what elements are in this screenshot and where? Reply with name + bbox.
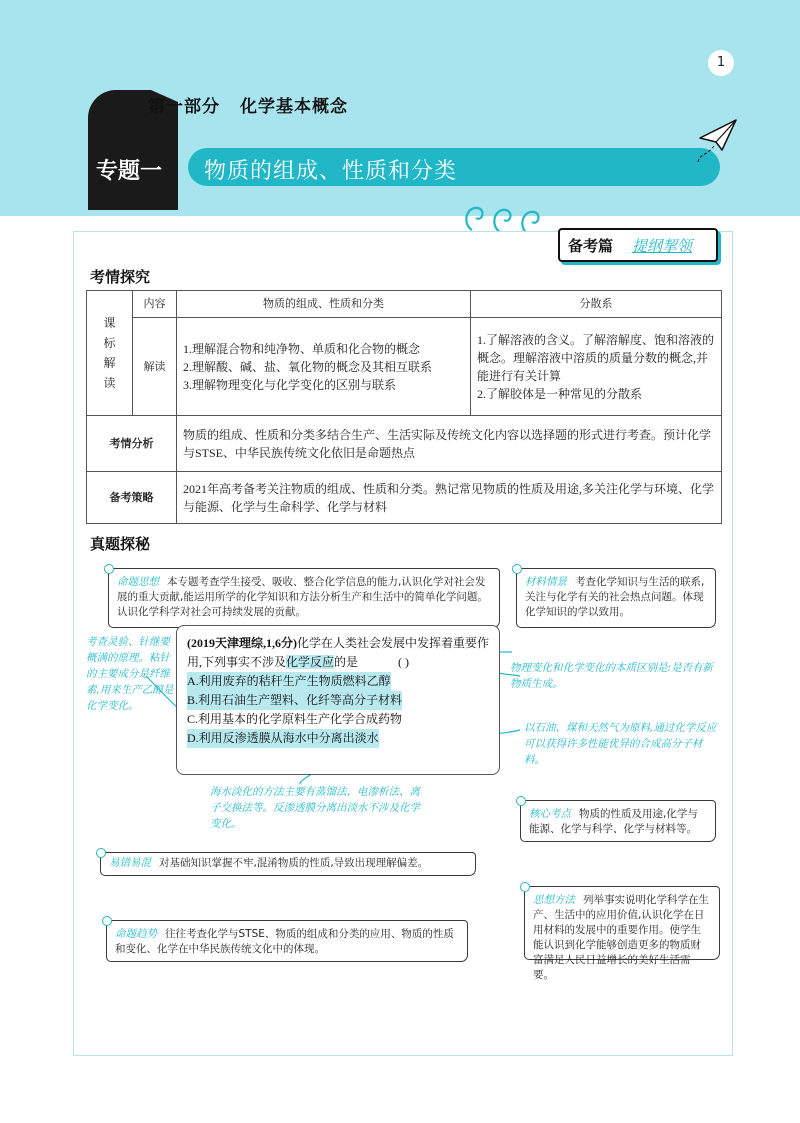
handnote-bottom: 海水淡化的方法主要有蒸馏法、电渗析法、离子交换法等。反渗透膜分离出淡水不涉及化学变化。: [210, 786, 420, 830]
interpret-label: 解读: [133, 318, 177, 416]
content-label: 内容: [133, 291, 177, 318]
part-label: 第一部分: [148, 97, 220, 117]
note-material-context: [516, 568, 716, 628]
analysis-text: 物质的组成、性质和分类多结合生产、生活实际及传统文化内容以选择题的形式进行考查。预计化学与STSE、中华民族传统文化依旧是命题热点: [177, 416, 722, 472]
pin-icon: [104, 564, 114, 574]
note-text: 物质的性质及用途,化学与能源、化学与科学、化学与材料等。: [529, 808, 698, 835]
part-title: 化学基本概念: [240, 97, 348, 117]
section-heading-exam-situation: 考情探究: [88, 266, 154, 289]
curriculum-table: [86, 290, 722, 524]
option-b: B.利用石油生产塑料、化纤等高分子材料: [187, 691, 402, 710]
badge-sub: 提纲挈领: [632, 237, 693, 255]
pin-icon: [96, 848, 106, 858]
question-source: (2019天津理综,1,6分): [187, 636, 297, 650]
topic-label: 专题一: [96, 159, 163, 184]
question-stem-a: 化学在人类社会发展中发挥着重要作用,下列事实不涉及: [187, 636, 490, 669]
col1-items: 1.理解混合物和纯净物、单质和化合物的概念 2.理解酸、碱、盐、氧化物的概念及其相互联系 3.理解物理变化与化学变化的区别与联系: [177, 318, 471, 416]
pin-icon: [520, 882, 530, 892]
note-text: 本专题考查学生接受、吸收、整合化学信息的能力,认识化学对社会发展的重大贡献,能运用所学的化学知识和方法分析生产和生活中的简单化学问题。认识化学科学对社会可持续发展的贡献。: [117, 576, 488, 618]
handnote-right-top: 物理变化和化学变化的本质区别是:是否有新物质生成。: [510, 662, 714, 690]
page-number: 1: [708, 50, 734, 76]
question-key-term: 化学反应: [286, 655, 335, 669]
topic-title: 物质的组成、性质和分类: [204, 159, 458, 184]
note-text: 对基础知识掌握不牢,混淆物质的性质,导致出现理解偏差。: [159, 857, 429, 869]
note-core-points: [520, 800, 716, 842]
table-side-header: 课 标 解 读: [87, 291, 133, 416]
prep-badge: [558, 228, 718, 262]
question-stem-b: 的是: [334, 655, 359, 669]
strategy-label: 备考策略: [87, 472, 177, 524]
strategy-text: 2021年高考备考关注物质的组成、性质和分类。熟记常见物质的性质及用途,多关注化学与环境、化学与能源、化学与生命科学、化学与材料: [177, 472, 722, 524]
option-a: A.利用废弃的秸秆生产生物质燃料乙醇: [187, 672, 391, 691]
note-tag: 材料情景: [525, 576, 567, 588]
note-tag: 命题思想: [117, 576, 159, 588]
note-text: 列举事实说明化学科学在生产、生活中的应用价值,认识化学在日用材料的发展中的重要作用。使学生能认识到化学能够创造更多的物质财富满足人民日益增长的美好生活需要。: [533, 894, 709, 981]
note-proposition-trend: [106, 920, 468, 962]
section-heading-real-questions: 真题探秘: [88, 533, 154, 556]
col1-title: 物质的组成、性质和分类: [177, 291, 471, 318]
part-heading: [148, 92, 348, 117]
pin-icon: [516, 796, 526, 806]
badge-main: 备考篇: [568, 237, 614, 255]
note-text: 考查化学知识与生活的联系,关注与化学有关的社会热点问题。体现化学知识的学以致用。: [525, 576, 705, 618]
option-d: D.利用反渗透膜从海水中分离出淡水: [187, 729, 379, 748]
answer-blank: ( ): [398, 655, 410, 669]
note-proposition-idea: [108, 568, 500, 628]
option-c: C.利用基本的化学原料生产化学合成药物: [187, 712, 403, 726]
analysis-label: 考情分析: [87, 416, 177, 472]
note-tag: 思想方法: [533, 894, 575, 906]
pin-icon: [512, 564, 522, 574]
pin-icon: [102, 916, 112, 926]
handnote-right-mid: 以石油、煤和天然气为原料,通过化学反应可以获得许多性能优异的合成高分子材料。: [524, 722, 717, 766]
col2-items: 1.了解溶液的含义。了解溶解度、饱和溶液的概念。理解溶液中溶质的质量分数的概念,并能进行有关计算 2.了解胶体是一种常见的分散系: [471, 318, 722, 416]
exam-question: [176, 625, 500, 775]
note-text: 往往考查化学与STSE、物质的组成和分类的应用、物质的性质和变化、化学在中华民族传统文化中的体现。: [115, 928, 454, 955]
handnote-left: 考查灵验、针继要概满的原理。粘针的主要成分是纤维素,用来生产乙醇是化学变化。: [86, 636, 174, 712]
note-tag: 命题趋势: [115, 928, 157, 940]
col2-title: 分散系: [471, 291, 722, 318]
note-common-mistakes: [100, 852, 476, 876]
note-tag: 核心考点: [529, 808, 571, 820]
paper-plane-icon: [696, 116, 740, 166]
note-thinking-method: [524, 886, 720, 981]
note-tag: 易错易混: [109, 857, 151, 869]
